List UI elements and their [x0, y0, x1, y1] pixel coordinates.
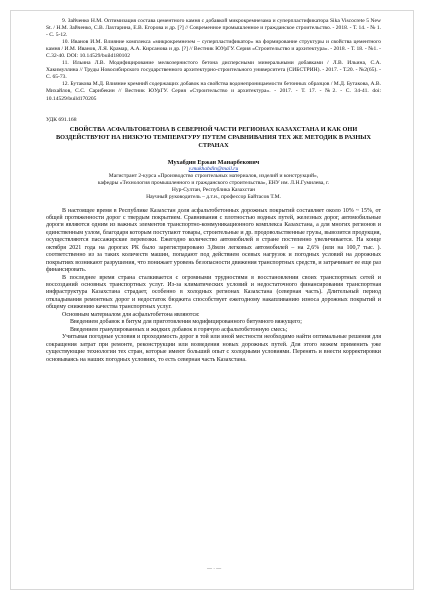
reference-item: 9. Зайченко Н.М. Оптимизация состава цементного камня с добавкой микрокремнезама и суперпластификатора Sika Viscocrete 5 New St. / Н.М. Зайченко, С.В. Лахтарина, Е.В. Егорова и др. [?] // Современное промышленное и гражданское строительство. - 2018. - Т. 14. - № 1. - С. 5-12.: [46, 18, 381, 39]
affiliation-line: Нур-Султан, Республика Казахстан: [171, 187, 256, 194]
body-paragraph: Учитывая погодные условия и проходимость дорог в той или иной местности необходимо найти оптимальные решения для сокращения затрат при ремонте, реконструкции или возведения новых дорожных путей. Для этого можем применить уже существующие технологии тех стран, которые имеют больший опыт с холодными условиями. Перенять и внести корректировки основываясь на наших погодных условиях, то есть северная часть Казахстана.: [46, 334, 381, 363]
body-paragraph: Основным материалом для асфальтобетона являются:: [62, 311, 200, 318]
page-content: [46, 18, 381, 364]
author-name: Мухабдин Ержан Манарбекович: [167, 159, 260, 167]
reference-item: 11. Ильина Л.В. Модифицирование мелкозернистого бетона дисперсными минеральными добавками / Л.В. Ильина, С.А. Хакимуллина // Труды Новосибирского государственного архитектурно-строительного университета (СИБСТРИН). - 2017. - Т.20. - №2(65). - С. 65-73.: [46, 60, 381, 81]
article-body: [46, 208, 381, 365]
page-marker: — · —: [207, 567, 222, 572]
affiliation-line: кафедры «Технология промышленного и гражданского строительства», ЕНУ им. Л.Н.Гумилева, г.: [97, 180, 330, 187]
body-paragraph: В последнее время страна сталкивается с огромными трудностями в восстановлении своих транспортных сетей и воссозданий основных транспортных услуг. Из-за климатических условий и недостаточного финансирования транспортная инфраструктура Казахстана страдает, особенно в холодных регионах Казахстана (северная часть). Длительный период откладывания ремонтных дорог и недостаток бюджета способствует ежегодному накапливанию износа дорожных покрытий и общему снижению качества транспортных услуг.: [46, 274, 381, 311]
udk-code: УДК 691.168: [46, 116, 77, 123]
body-list-item: Введением добавок в битум для приготовления модифицированного битумного вяжущего;: [70, 319, 302, 326]
body-list-item: Введением гранулированных и жидких добавок в горячую асфальтобетонную смесь;: [70, 326, 288, 333]
author-affiliation: [46, 173, 381, 201]
reference-item: 10. Иванов И.М. Влияние комплекса «микрокремнезем – суперпластификатор» на формирование структуры и свойства цементного камня / И.М. Иванов, Л.Я. Крамар, А.А. Кирсанова и др. [?] // Вестник ЮУрГУ. Серия «Строительство и архитектура». - 2018. - Т. 18. - №1. - С.32-40. DOI: 10.14529/build180102: [46, 39, 381, 60]
reference-item: 12. Бутакова М.Д. Влияние кремний содержащих добавок на свойства водонепроницаемости бетонных образцов / М.Д. Бутакова, А.В. Михайлов, С.С. Сарибекин // Вестник ЮУрГУ. Серия «Строительство и архитектура». - 2017. - Т. 17. - №2. - С. 34-41. doi: 10.14529/build170205: [46, 81, 381, 102]
author-email-link[interactable]: y.mukhabdin@mail.ru: [188, 166, 239, 173]
article-title: СВОЙСТВА АСФАЛЬТОБЕТОНА В СЕВЕРНОЙ ЧАСТИ РЕГИОНАХ КАЗАХСТАНА И КАК ОНИ ВОЗДЕЙСТВУЮТ НА НИЗКУЮ ТЕМПЕРАТУРУ ПУТЕМ СРАВНИВАНИЯ ТЕХ ЖЕ МЕТОДИК В РАЗНЫХ СТРАНАХ: [55, 125, 371, 150]
affiliation-line: Магистрант 2-курса «Производство строительных материалов, изделий и конструкций»,: [108, 173, 319, 180]
reference-list: [46, 18, 381, 103]
body-paragraph: В настоящее время в Республике Казахстан доля асфальтобетонных дорожных покрытий составляет около 10% ~ 15%, от общей протяженности дорог с твердым покрытием. Сравнивания с плотностью водных путей, железных дорог, автомобильные дороги являются одним из важных элементов транспортно-коммуникационного комплекса Казахстана, а для многих регионов и единственным узлом, благодаря которым поступают товары, строительные и др. продовольственные грузы, вывозится продукция, осуществляются пассажирские перевозки. Ежегодно количество автомобилей в стране постепенно увеличивается. На конце октября 2021 года на дорогах РК было зарегистрировано 3,8млн легковых автомобилей – на 2,6% (или на 100,7 тыс. ). соответственно из за таких количеств машин, попадают под действием осевых нагрузок и погодных условий на дорожных покрытиях возникают разрушения, что понижает уровень безопасности движения транспортных средств, и затрачивает ее еще раз финансировать.: [46, 207, 381, 274]
supervisor-line: Научный руководитель – д.т.н., профессор Байтасов Т.М.: [146, 194, 281, 201]
